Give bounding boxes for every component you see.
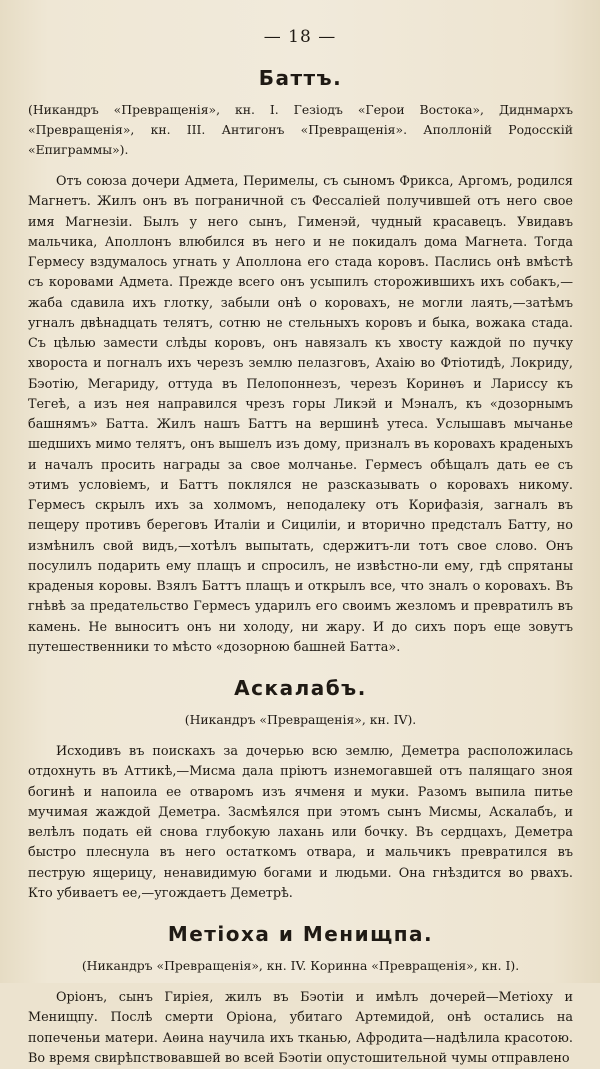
section-sources: (Никандръ «Превращенія», кн. IV). — [184, 712, 417, 727]
section-title: Метіоха и Менищпа. — [167, 922, 434, 946]
page-number: — 18 — — [263, 27, 337, 47]
section-text: Исходивъ въ поискахъ за дочерью всю землю, Деметра расположилась отдохнуть въ Аттикѣ,—Мисма дала пріютъ изнемогавшей отъ палящаго зноя богинѣ и напоила ее отваромъ изъ ячменя и муки. Разомъ выпила питье мучимая жаждой Деметра. Засмѣялся при этомъ сынъ Мисмы, Аскалабъ, и велѣлъ подать ей снова глубокую лахань или бочку. Въ сердцахъ, Деметра быстро плеснула въ него остаткомъ отвара, и мальчикъ превратился въ пеструю ящерицу, ненавидимую богами и людьми. Она гнѣздится во рвахъ. Кто убиваетъ ее,—угождаетъ Деметрѣ. — [28, 744, 573, 901]
section-metioha — [28, 922, 573, 1069]
section-title: Баттъ. — [258, 66, 343, 90]
section-text: Отъ союза дочери Адмета, Перимелы, съ сыномъ Фрикса, Аргомъ, родился Магнетъ. Жилъ онъ въ пограничной съ Фессаліей получившей отъ него свое имя Магнезіи. Былъ у него сынъ, Гименэй, чудный красавецъ. Увидавъ мальчика, Аполлонъ влюбился въ него и не покидалъ дома Магнета. Тогда Гермесу вздумалось угнать у Аполлона его стада коровъ. Паслись онѣ вмѣстѣ съ коровами Адмета. Прежде всего онъ усыпилъ сторожившихъ ихъ собакъ,—жаба сдавила ихъ глотку, забыли онѣ о коровахъ, не могли лаять,—затѣмъ угналъ двѣнадцать телятъ, сотню не стельныхъ коровъ и быка, вожака стада. Съ цѣлью замести слѣды коровъ, онъ навязалъ къ хвосту каждой по пучку хвороста и погналъ ихъ черезъ землю пелазговъ, Ахаію во Фтіотидѣ, Локриду, Бэотію, Мегариду, оттуда въ Пелопоннезъ, черезъ Коринѳъ и Лариссу къ Тегеѣ, а изъ нея направился чрезъ горы Ликэй и Мэналъ, къ «дозорнымъ башнямъ» Батта. Жилъ нашъ Баттъ на вершинѣ утеса. Услышавъ мычанье шедшихъ мимо телятъ, онъ вышелъ изъ дому, призналъ въ коровахъ краденыхъ и началъ просить награды за свое молчанье. Гермесъ обѣщалъ дать ее съ этимъ условіемъ, и Баттъ поклялся не разсказывать о коровахъ никому. Гермесъ скрылъ ихъ за холмомъ, неподалеку отъ Корифазія, загналъ въ пещеру противъ береговъ Италіи и Сициліи, и вторично предсталъ Батту, но измѣнилъ свой видъ,—хотѣлъ выпытать, сдержитъ-ли тотъ свое слово. Онъ посулилъ подарить ему плащъ и спросилъ, не извѣстно-ли ему, гдѣ спрятаны краденыя коровы. Взялъ Баттъ плащъ и открылъ все, что зналъ о коровахъ. Въ гнѣвѣ за предательство Гермесъ ударилъ его своимъ жезломъ и превратилъ въ камень. Не выноситъ онъ ни холоду, ни жару. И до сихъ поръ еще зовутъ путешественники то мѣсто «дозорною башней Батта». — [28, 174, 573, 655]
section-title: Аскалабъ. — [234, 676, 367, 700]
section-askalab — [28, 676, 573, 904]
section-batt — [28, 66, 573, 658]
section-text: Оріонъ, сынъ Гиріея, жилъ въ Бэотіи и имѣлъ дочерей—Метіоху и Менищпу. Послѣ смерти Оріона, убитаго Артемидой, онѣ остались на попеченьи матери. Аѳина научила ихъ тканью, Афродита—надѣлила красотою. Во время свирѣпствовавшей во всей Бэотіи опустошительной чумы отправлено — [28, 990, 573, 1066]
section-sources: (Никандръ «Превращенія», кн. I. Гезіодъ «Герои Востока», Диднмархъ «Превращенія», кн. III. Антигонъ «Превращенія». Аполлоній Родосскій «Епиграммы»). — [28, 102, 573, 157]
section-sources: (Никандръ «Превращенія», кн. IV. Коринна «Превращенія», кн. I). — [81, 958, 520, 973]
page-content — [28, 62, 573, 1069]
